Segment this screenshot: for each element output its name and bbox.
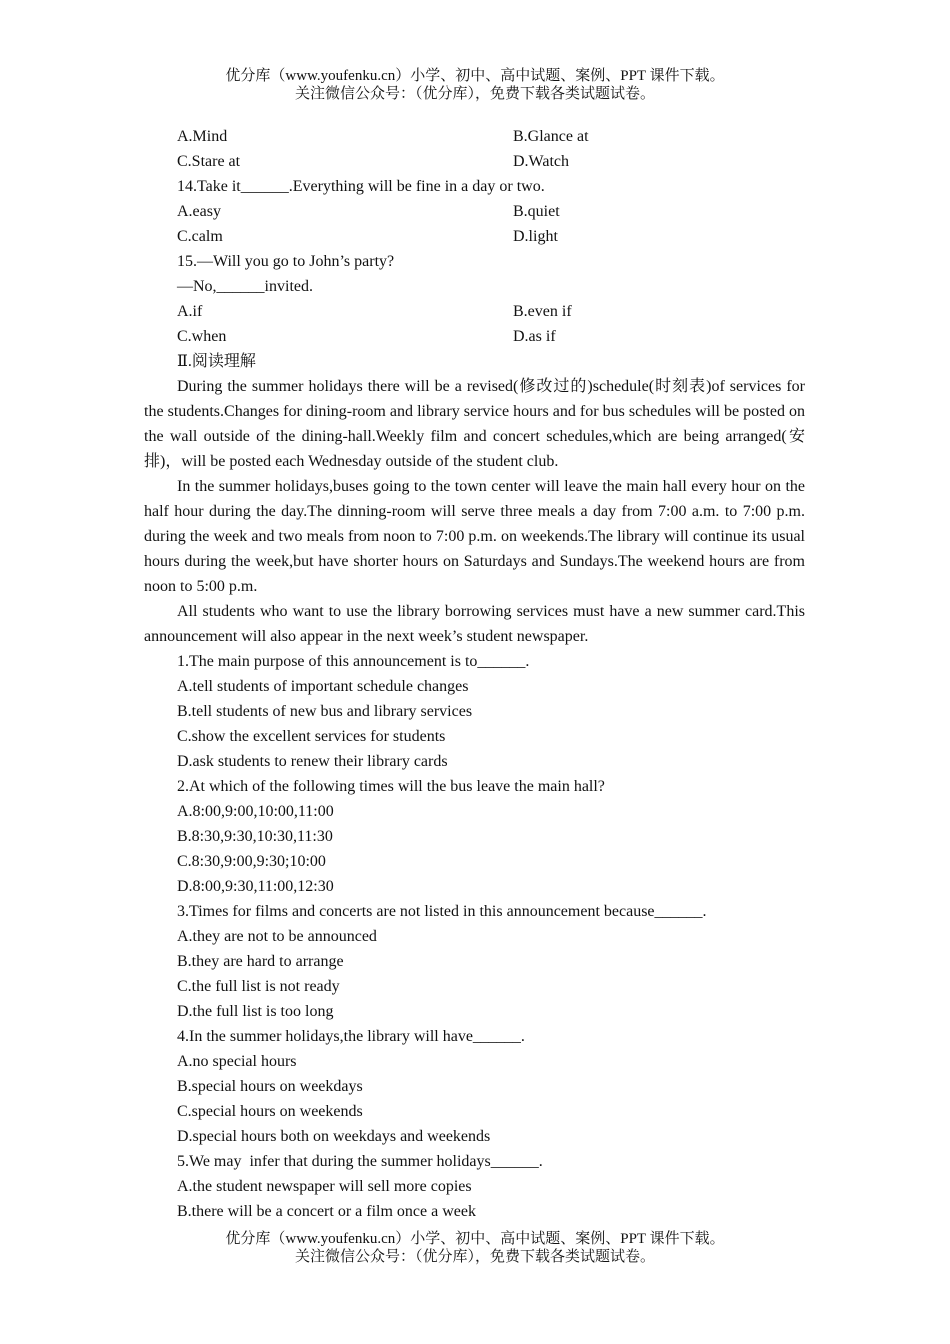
header-line-2: 关注微信公众号：（优分库），免费下载各类试题试卷。: [294, 86, 655, 102]
option-a: A.easy: [177, 203, 221, 220]
document-body: [144, 124, 805, 1224]
option-row: [144, 324, 805, 349]
option-row: [144, 224, 805, 249]
question-2-option-c: C.8:30,9:00,9:30;10:00: [177, 853, 326, 870]
option-c: C.when: [177, 328, 227, 345]
option-row: [144, 199, 805, 224]
page-header: [0, 67, 950, 103]
option-row: [144, 124, 805, 149]
footer-line-1: 优分库（www.youfenku.cn）小学、初中、高中试题、案例、PPT 课件下载。: [225, 1231, 725, 1247]
question-2-stem: 2.At which of the following times will the bus leave the main hall?: [177, 778, 605, 795]
question-5-option-a: A.the student newspaper will sell more copies: [177, 1178, 472, 1195]
header-line-1: 优分库（www.youfenku.cn）小学、初中、高中试题、案例、PPT 课件下载。: [225, 68, 725, 84]
question-5-stem: 5.We may infer that during the summer holidays______.: [177, 1153, 543, 1170]
question-4-stem: 4.In the summer holidays,the library will have______.: [177, 1028, 525, 1045]
question-3-option-d: D.the full list is too long: [177, 1003, 334, 1020]
question-3-option-c: C.the full list is not ready: [177, 978, 340, 995]
option-a: A.if: [177, 303, 203, 320]
option-c: C.calm: [177, 228, 223, 245]
option-row: [144, 149, 805, 174]
option-d: D.Watch: [513, 153, 570, 170]
reading-paragraph-2: In the summer holidays,buses going to the town center will leave the main hall every hour on the half hour during the day.The dinning-room will serve three meals a day from 7:00 a.m. to 7:00 p.m. during the week and two meals from noon to 7:00 p.m. on weekends.The library will continue its usual hours during the week,but have shorter hours on Saturdays and Sundays.The weekend hours are from noon to 5:00 p.m.: [144, 478, 805, 595]
question-2-option-d: D.8:00,9:30,11:00,12:30: [177, 878, 334, 895]
reading-paragraph-3: All students who want to use the library borrowing services must have a new summer card.This announcement will also appear in the next week’s student newspaper.: [144, 603, 805, 645]
question-4-option-b: B.special hours on weekdays: [177, 1078, 363, 1095]
page-footer: [0, 1230, 950, 1266]
option-a: A.Mind: [177, 128, 228, 145]
footer-line-2: 关注微信公众号：（优分库），免费下载各类试题试卷。: [294, 1249, 655, 1265]
question-1-option-b: B.tell students of new bus and library services: [177, 703, 473, 720]
question-4-option-c: C.special hours on weekends: [177, 1103, 363, 1120]
question-4-option-a: A.no special hours: [177, 1053, 297, 1070]
question-3-option-b: B.they are hard to arrange: [177, 953, 344, 970]
question-5-option-b: B.there will be a concert or a film once a week: [177, 1203, 476, 1220]
option-d: D.as if: [513, 328, 556, 345]
question-2-option-b: B.8:30,9:30,10:30,11:30: [177, 828, 333, 845]
question-1-option-c: C.show the excellent services for students: [177, 728, 446, 745]
question-3-stem: 3.Times for films and concerts are not listed in this announcement because______.: [177, 903, 707, 920]
question-15-stem-reply: —No,______invited.: [177, 278, 313, 295]
question-4-option-d: D.special hours both on weekdays and weekends: [177, 1128, 491, 1145]
question-3-option-a: A.they are not to be announced: [177, 928, 377, 945]
option-d: D.light: [513, 228, 558, 245]
question-15-stem: 15.—Will you go to John’s party?: [177, 253, 395, 270]
option-row: [144, 299, 805, 324]
option-b: B.Glance at: [513, 128, 589, 145]
option-b: B.quiet: [513, 203, 560, 220]
section-title-reading: Ⅱ.阅读理解: [177, 353, 256, 370]
question-2-option-a: A.8:00,9:00,10:00,11:00: [177, 803, 334, 820]
question-1-stem: 1.The main purpose of this announcement is to______.: [177, 653, 530, 670]
option-c: C.Stare at: [177, 153, 241, 170]
reading-paragraph-1: During the summer holidays there will be a revised(修改过的)schedule(时刻表)of services for the students.Changes for dining-room and library service hours and for bus schedules will be posted on the wall outside of the dining-hall.Weekly film and concert schedules,which are being arranged(安排)，will be posted each Wednesday outside of the student club.: [144, 378, 805, 470]
question-1-option-a: A.tell students of important schedule changes: [177, 678, 469, 695]
question-14-stem: 14.Take it______.Everything will be fine in a day or two.: [177, 178, 545, 195]
option-b: B.even if: [513, 303, 572, 320]
question-1-option-d: D.ask students to renew their library cards: [177, 753, 448, 770]
